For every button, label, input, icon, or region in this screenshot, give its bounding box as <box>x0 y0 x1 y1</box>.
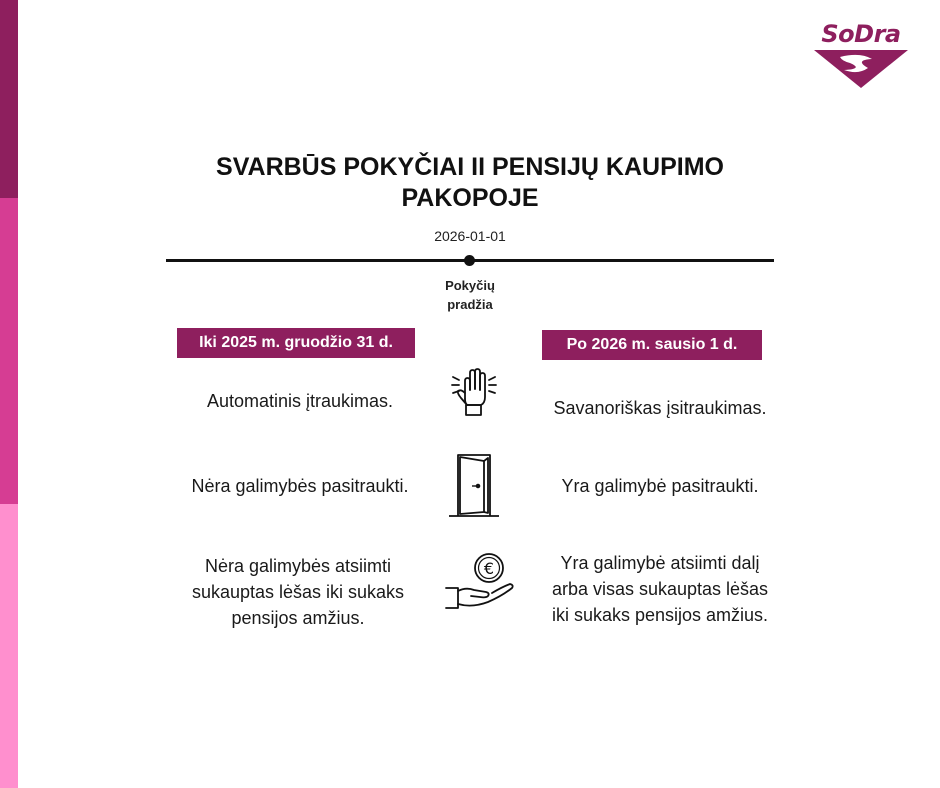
row-1-right-text: Savanoriškas įsitraukimas. <box>553 398 767 418</box>
start-label-line-1: Pokyčių <box>445 278 495 293</box>
row-2-right-text: Yra galimybė pasitraukti. <box>561 476 759 496</box>
side-stripe-top <box>0 0 18 198</box>
right-column-header: Po 2026 m. sausio 1 d. <box>542 330 762 360</box>
row-3-right-line-3: iki sukaks pensijos amžius. <box>551 605 769 625</box>
svg-text:€: € <box>483 559 495 578</box>
row-3-left-text <box>160 553 436 631</box>
row-3-right-line-2: arba visas sukauptas lėšas <box>551 579 769 599</box>
row-3-left-line-2: sukauptas lėšas iki sukaks <box>191 582 405 602</box>
row-3-left-line-1: Nėra galimybės atsiimti <box>204 556 392 576</box>
title-line-1: SVARBŪS POKYČIAI II PENSIJŲ KAUPIMO <box>216 153 724 181</box>
side-stripe-middle <box>0 198 18 504</box>
side-stripe-bottom <box>0 504 18 788</box>
row-3-left-line-3: pensijos amžius. <box>231 608 365 628</box>
left-column-header: Iki 2025 m. gruodžio 31 d. <box>177 328 415 358</box>
effective-date: 2026-01-01 <box>434 228 506 244</box>
page-title <box>150 152 790 214</box>
timeline-start-label <box>410 276 530 314</box>
row-3-right-line-1: Yra galimybė atsiimti dalį <box>560 553 760 573</box>
row-2-left-text: Nėra galimybės pasitraukti. <box>191 476 409 496</box>
sodra-logo <box>810 22 912 90</box>
euro-coin-hand-icon <box>444 552 516 614</box>
raised-hand-icon <box>449 363 499 417</box>
timeline-dot <box>464 255 475 266</box>
row-3-right-text <box>522 550 798 628</box>
row-1-left-text: Automatinis įtraukimas. <box>206 391 394 411</box>
open-door-icon <box>446 450 502 520</box>
title-line-2: PAKOPOJE <box>401 184 539 212</box>
logo-emblem-icon <box>810 48 912 90</box>
logo-text: SoDra <box>821 20 901 48</box>
start-label-line-2: pradžia <box>447 297 493 312</box>
